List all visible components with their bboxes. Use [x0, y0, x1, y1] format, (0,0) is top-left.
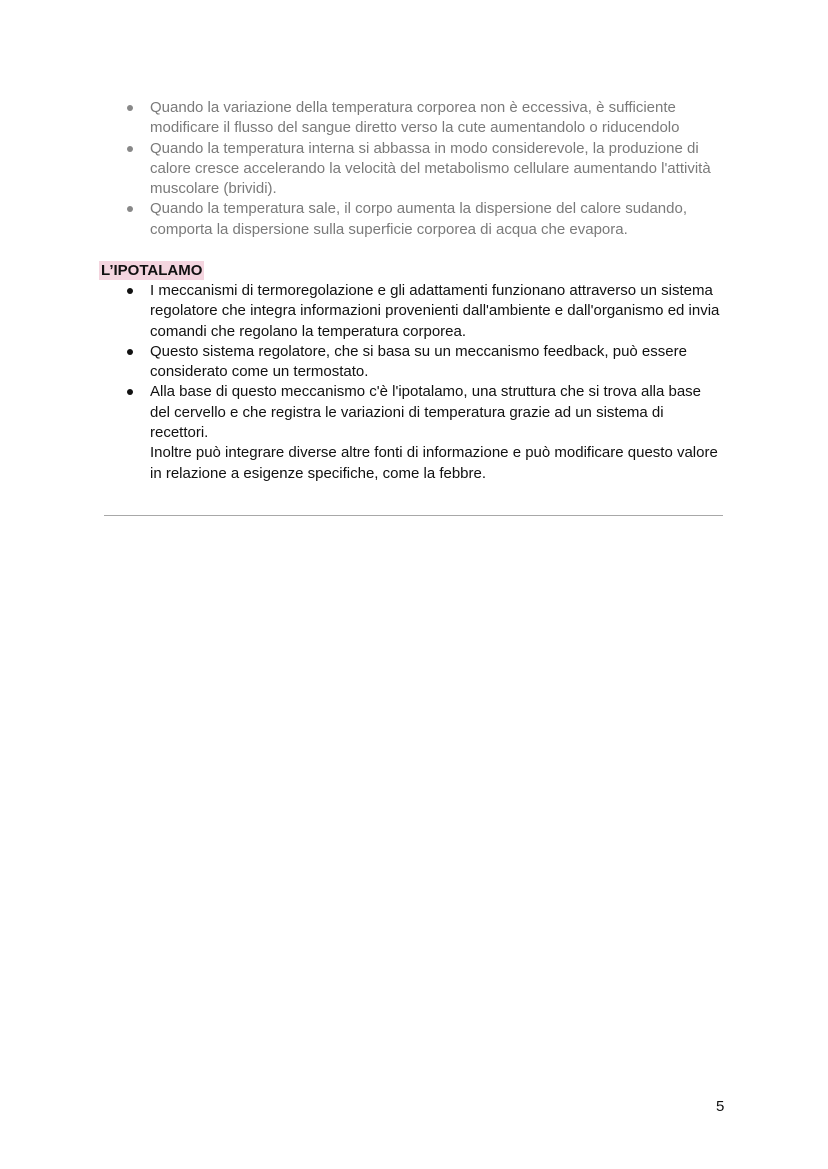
page-number: 5 [716, 1098, 725, 1115]
list-item-continuation: Inoltre può integrare diverse altre fonti di informazione e può modificare questo valore in relazione a esigenze specifiche, come la febbre. [150, 444, 718, 482]
hypothalamus-list [0, 281, 725, 484]
list-item: I meccanismi di termoregolazione e gli adattamenti funzionano attraverso un sistema regolatore che integra informazioni provenienti dall'ambiente e dall'organismo ed invia comandi che regolano la temperatura corporea. [0, 281, 725, 342]
horizontal-divider [104, 515, 723, 516]
list-item [0, 382, 725, 483]
thermoregulation-list [0, 98, 725, 240]
list-item: Quando la temperatura sale, il corpo aumenta la dispersione del calore sudando, comporta la dispersione sulla superficie corporea di acqua che evapora. [0, 199, 725, 240]
section-heading: L’IPOTALAMO [101, 262, 203, 279]
list-item: Quando la temperatura interna si abbassa in modo considerevole, la produzione di calore cresce accelerando la velocità del metabolismo cellulare aumentando l'attività muscolare (brividi). [0, 139, 725, 200]
list-item: Questo sistema regolatore, che si basa su un meccanismo feedback, può essere considerato come un termostato. [0, 342, 725, 383]
list-item-text: Alla base di questo meccanismo c'è l'ipotalamo, una struttura che si trova alla base del cervello e che registra le variazioni di temperatura grazie ad un sistema di recettori. [150, 383, 702, 442]
list-item: Quando la variazione della temperatura corporea non è eccessiva, è sufficiente modificare il flusso del sangue diretto verso la cute aumentandolo o riducendolo [0, 98, 725, 139]
